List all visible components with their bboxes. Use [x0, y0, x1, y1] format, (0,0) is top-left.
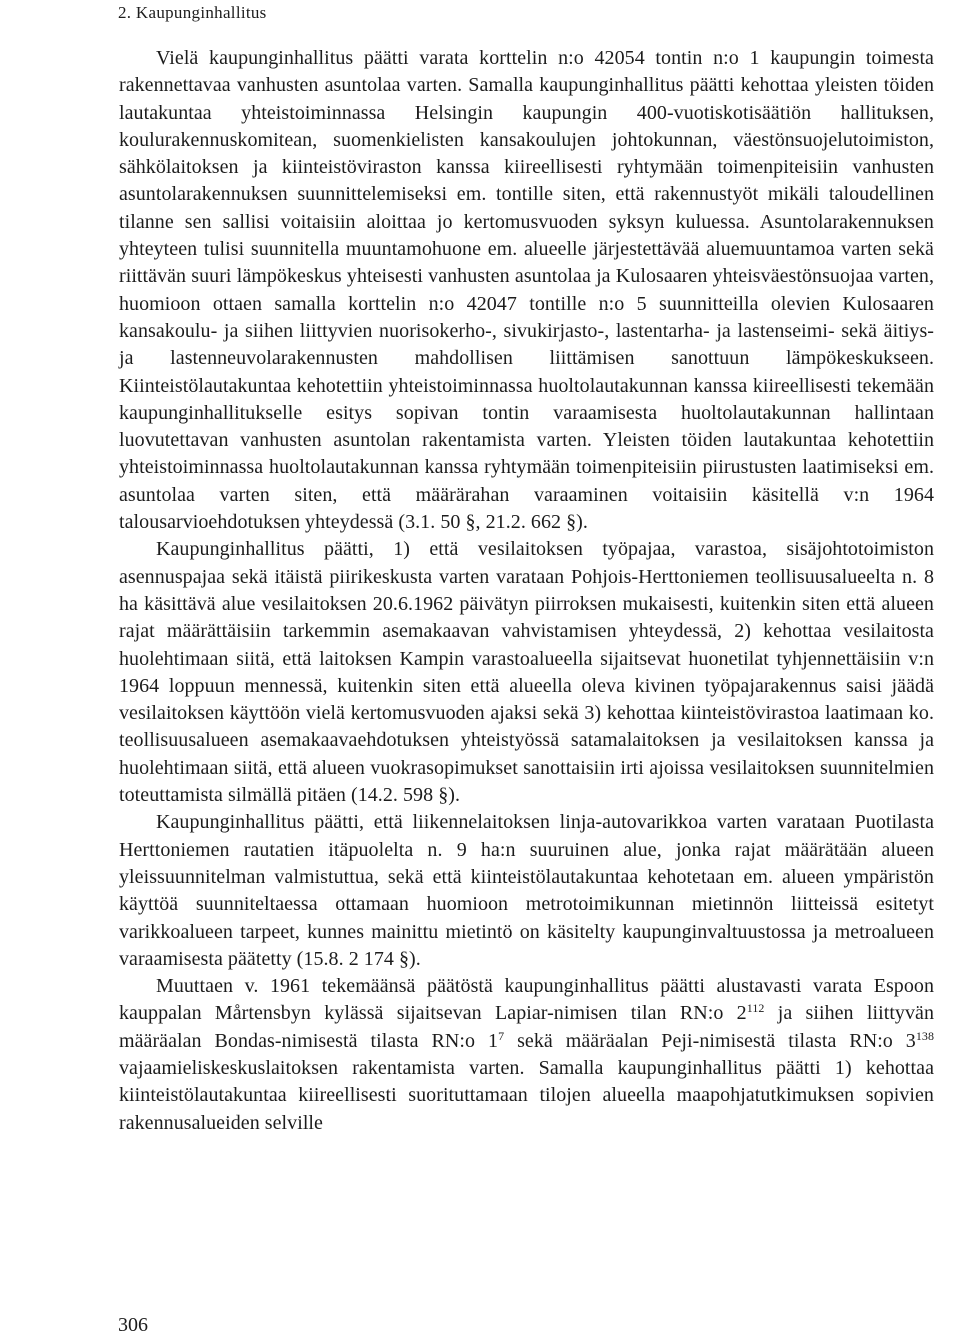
paragraph-4-text-b: ja siihen liittyvän määräalan Bondas-nimisestä tilasta RN:o 1 [119, 1002, 934, 1052]
document-body [119, 45, 934, 1137]
paragraph-1: Vielä kaupunginhallitus päätti varata korttelin n:o 42054 tontin n:o 1 kaupungin toimesta rakennettavaa vanhusten asuntolaa varten. Samalla kaupunginhallitus päätti kehottaa yleisten töiden lautakuntaa yhteistoiminnassa Helsingin kaupungin 400-vuotiskotisäätiön hallituksen, koulurakennuskomitean, suomenkielisten kansakoulujen johtokunnan, väestönsuojelutoimiston, sähkölaitoksen ja kiinteistöviraston kanssa kiireellisesti ryhtymään toimenpiteisiin vanhusten asuntolarakennuksen suunnittelemiseksi em. tontille siten, että rakennustyöt mikäli taloudellinen tilanne sen sallisi voitaisiin aloittaa jo kertomusvuoden syksyn kuluessa. Asuntolarakennuksen yhteyteen tulisi suunnitella muuntamohuone em. alueelle järjestettävää aluemuuntamoa varten sekä riittävän suuri lämpökeskus yhteisesti vanhusten asuntolaa ja Kulosaaren yhteisväestönsuojaa varten, huomioon ottaen samalla korttelin n:o 42047 tontille n:o 5 suunnitteilla olevien Kulosaaren kansakoulu- ja siihen liittyvien nuorisokerho-, sivukirjasto-, lastentarha- ja lastenseimi- sekä äitiys- ja lastenneuvolarakennusten mahdollisen liittämisen sanottuun lämpökeskukseen. Kiinteistölautakuntaa kehotettiin yhteistoiminnassa huoltolautakunnan kanssa kiireellisesti tekemään kaupunginhallitukselle esitys sopivan tontin varaamisesta huoltolautakunnan hallintaan luovutettavan vanhusten asuntolan rakentamista varten. Yleisten töiden lautakuntaa kehotettiin yhteistoiminnassa huoltolautakunnan kanssa ryhtymään toimenpiteisiin piirustusten laatimiseksi em. asuntolaa varten siten, että määrärahan varaaminen voitaisiin käsitellä v:n 1964 talousarvioehdotuksen yhteydessä (3.1. 50 §, 21.2. 662 §). [119, 47, 934, 534]
paragraph-4 [119, 973, 934, 1137]
paragraph-4-text-a: Muuttaen v. 1961 tekemäänsä päätöstä kaupunginhallitus päätti alustavasti varata Espoon kauppalan Mårtensbyn kylässä sijaitsevan Lapiar-nimisen tilan RN:o 2 [119, 975, 934, 1025]
section-title: 2. Kaupunginhallitus [118, 3, 267, 22]
paragraph-4-text-c: sekä määräalan Peji-nimisestä tilasta RN:o 3 [504, 1029, 916, 1052]
superscript-138: 138 [915, 1028, 934, 1043]
superscript-7: 7 [498, 1028, 505, 1043]
superscript-112: 112 [746, 1001, 765, 1016]
paragraph-3: Kaupunginhallitus päätti, että liikennelaitoksen linja-autovarikkoa varten varataan Puotilasta Herttoniemen rautatien itäpuolelta n. 9 ha:n suuruinen alue, jonka rajat määrätään alueen yleissuunnitelman valmistuttua, sekä että kiinteistölautakuntaa kehotetaan em. alueen ympäristön käyttöä suunniteltaessa ottamaan huomioon metrotoimikunnan mietinnön liitteissä esitetyt varikkoalueen tarpeet, kunnes mainittu mietintö on käsitelty kaupunginvaltuustossa ja metroalueen varaamisesta päätetty (15.8. 2 174 §). [119, 811, 934, 970]
paragraph-2: Kaupunginhallitus päätti, 1) että vesilaitoksen työpajaa, varastoa, sisäjohtotoimiston asennuspajaa sekä itäistä piirikeskusta varten varataan Pohjois-Herttoniemen teollisuusalueelta n. 8 ha käsittävä alue vesilaitoksen 20.6.1962 päivätyn piirroksen mukaisesti, kuitenkin siten että alueen rajat määrättäisiin tarkemmin asemakaavan vahvistamisen yhteydessä, 2) kehottaa vesilaitosta huolehtimaan siitä, että laitoksen Kampin varastoalueella sijaitsevat huonetilat tyhjennettäisiin v:n 1964 loppuun mennessä, kuitenkin siten että alueella oleva kivinen työpajarakennus saisi jäädä vesilaitoksen käyttöön vielä kertomusvuoden ajaksi sekä 3) kehottaa kiinteistövirastoa laatimaan ko. teollisuusalueen asemakaavaehdotuksen yhteistyössä satamalaitoksen ja vesilaitoksen kanssa ja huolehtimaan siitä, että alueen vuokrasopimukset sanottaisiin irti ajoissa vesilaitoksen suunnitelmien toteuttamista silmällä pitäen (14.2. 598 §). [119, 538, 934, 807]
page-number: 306 [118, 1314, 148, 1336]
paragraph-4-text-d: vajaamieliskeskuslaitoksen rakentamista varten. Samalla kaupunginhallitus päätti 1) kehottaa kiinteistölautakuntaa kiireellisesti suorituttamaan tilojen alueella maapohjatutkimuksen sopivien rakennusalueiden selville [119, 1056, 934, 1134]
